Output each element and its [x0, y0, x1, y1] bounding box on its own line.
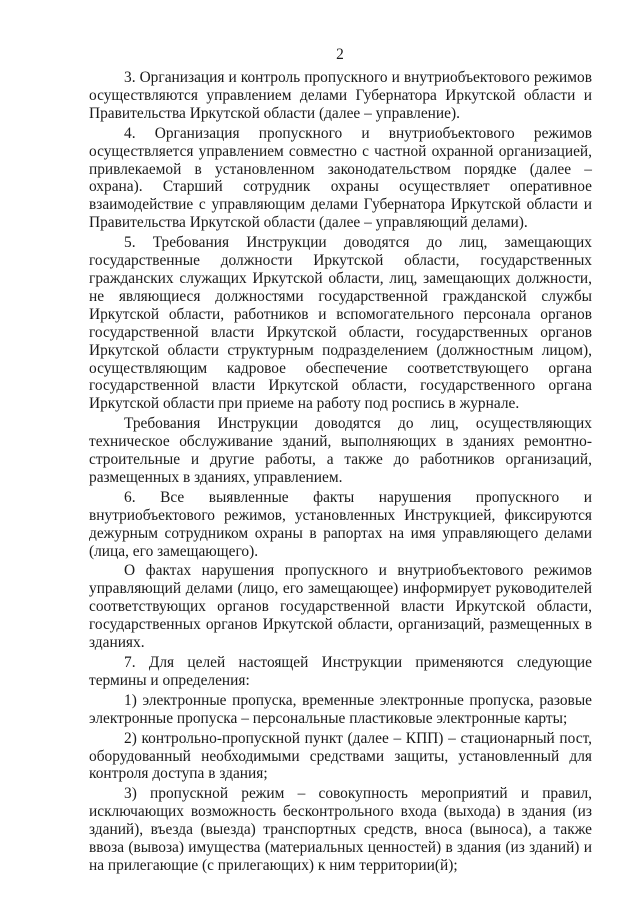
paragraph-item-7: 7. Для целей настоящей Инструкции применяются следующие термины и определения:: [89, 654, 592, 689]
document-body: [89, 69, 592, 875]
paragraph-item-6: 6. Все выявленные факты нарушения пропускного и внутриобъектового режимов, установленных Инструкцией, фиксируются дежурным сотрудником охраны в рапортах на имя управляющего делами (лица, его замещающего).: [89, 488, 592, 560]
page-number: 2: [336, 46, 344, 63]
definition-item-3: 3) пропускной режим – совокупность мероприятий и правил, исключающих возможность бесконтрольного входа (выхода) в здания (из зданий), въезда (выезда) транспортных средств, вноса (выноса), а также ввоза (вывоза) имущества (материальных ценностей) в здания (из зданий) и на прилегающие (с прилегающих) к ним территории(й);: [89, 785, 592, 874]
paragraph-item-5-continued: Требования Инструкции доводятся до лиц, осуществляющих техническое обслуживание зданий, выполняющих в зданиях ремонтно-строительные и другие работы, а также до работников организаций, размещенных в зданиях, управлением.: [89, 415, 592, 486]
paragraph-item-4: 4. Организация пропускного и внутриобъектового режимов осуществляется управлением совместно с частной охранной организацией, привлекаемой в установленном законодательством порядке (далее – охрана). Старший сотрудник охраны осуществляет оперативное взаимодействие с управляющим делами Губернатора Иркутской области и Правительства Иркутской области (далее – управляющий делами).: [89, 124, 592, 232]
definition-item-2: 2) контрольно-пропускной пункт (далее – КПП) – стационарный пост, оборудованный необходимыми средствами защиты, установленный для контроля доступа в здания;: [89, 729, 592, 783]
definition-item-1: 1) электронные пропуска, временные электронные пропуска, разовые электронные пропуска – персональные пластиковые электронные карты;: [89, 691, 592, 727]
paragraph-item-3: 3. Организация и контроль пропускного и внутриобъектового режимов осуществляются управлением делами Губернатора Иркутской области и Правительства Иркутской области (далее – управление).: [89, 69, 592, 122]
paragraph-item-5: 5. Требования Инструкции доводятся до лиц, замещающих государственные должности Иркутской области, государственных гражданских служащих Иркутской области, лиц, замещающих должности, не являющиеся должностями государственной гражданской службы Иркутской области, работников и вспомогательного персонала органов государственной власти Иркутской области, государственных органов Иркутской области структурным подразделением (должностным лицом), осуществляющим кадровое обеспечение соответствующего органа государственной власти Иркутской области, государственного органа Иркутской области при приеме на работу под роспись в журнале.: [89, 234, 592, 413]
paragraph-item-6-continued: О фактах нарушения пропускного и внутриобъектового режимов управляющий делами (лицо, его замещающее) информирует руководителей соответствующих органов государственной власти Иркутской области, государственных органов Иркутской области, организаций, размещенных в зданиях.: [89, 562, 592, 652]
